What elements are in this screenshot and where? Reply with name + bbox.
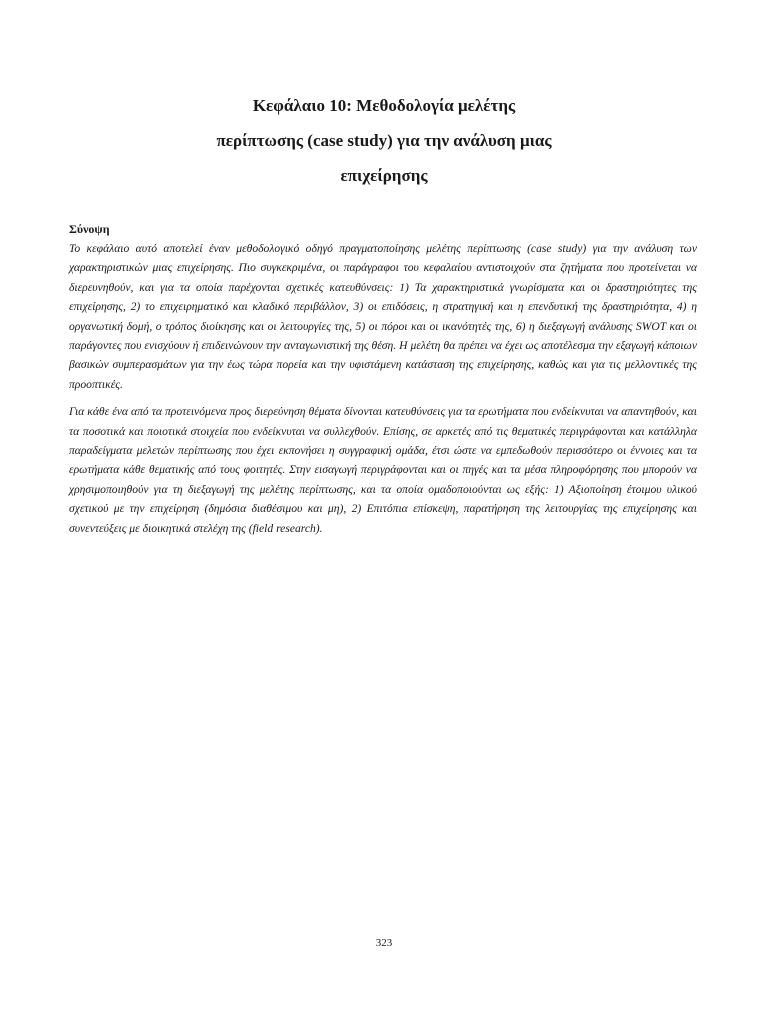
- summary-paragraph: Για κάθε ένα από τα προτεινόμενα προς διερεύνηση θέματα δίνονται κατευθύνσεις για τα ερωτήματα που ενδείκνυται να απαντηθούν, και τα ποσοτικά και ποιοτικά στοιχεία που ενδείκνυται να συλλεχθούν. Επίσης, σε αρκετές από τις θεματικές περιγράφονται και κατάλληλα παραδείγματα μελετών περίπτωσης που έχει εκπονήσει η συγγραφική ομάδα, έτσι ώστε να εμπεδωθούν περισσότερο οι έννοιες και τα ερωτήματα κάθε θεματικής από τους φοιτητές. Στην εισαγωγή περιγράφονται και οι πηγές και τα μέσα πληροφόρησης που μπορούν να χρησιμοποιηθούν για τη διεξαγωγή της μελέτης περίπτωσης, και τα οποία ομαδοποιούνται ως εξής: 1) Αξιοποίηση έτοιμου υλικού σχετικού με την επιχείρηση (δημόσια διαθέσιμου και μη), 2) Επιτόπια επίσκεψη, παρατήρηση της λειτουργίας της επιχείρησης και συνεντεύξεις με διοικητικά στελέχη της (field research).: [69, 405, 697, 535]
- chapter-title-line: περίπτωσης (case study) για την ανάλυση μιας: [216, 131, 552, 150]
- summary-paragraph: Το κεφάλαιο αυτό αποτελεί έναν μεθοδολογικό οδηγό πραγματοποίησης μελέτης περίπτωσης (case study) για την ανάλυση των χαρακτηριστικών μιας επιχείρησης. Πιο συγκεκριμένα, οι παράγραφοι του κεφαλαίου αντιστοιχούν στα ζητήματα που προτείνεται να διερευνηθούν, και για τα οποία παρέχονται σχετικές κατευθύνσεις: 1) Τα χαρακτηριστικά γνωρίσματα και οι δραστηριότητες της επιχείρησης, 2) το επιχειρηματικό και κλαδικό περιβάλλον, 3) οι επιδόσεις, η στρατηγική και η επενδυτική της δραστηριότητα, 4) η οργανωτική δομή, ο τρόπος διοίκησης και οι λειτουργίες της, 5) οι πόροι και οι ικανότητές της, 6) η διεξαγωγή ανάλυσης SWOT και οι παράγοντες που ενισχύουν ή επιδεινώνουν την ανταγωνιστική της θέση. Η μελέτη θα πρέπει να έχει ως αποτέλεσμα την εξαγωγή κάποιων βασικών συμπερασμάτων για την έως τώρα πορεία και την υφιστάμενη κατάσταση της επιχείρησης, καθώς και για τις μελλοντικές της προοπτικές.: [69, 242, 697, 391]
- summary-section: [69, 220, 697, 546]
- summary-heading: Σύνοψη: [69, 222, 110, 236]
- page-number: 323: [375, 937, 393, 949]
- chapter-title-line: επιχείρησης: [340, 166, 428, 185]
- chapter-title: [120, 88, 648, 193]
- chapter-title-line: Κεφάλαιο 10: Μεθοδολογία μελέτης: [252, 96, 516, 115]
